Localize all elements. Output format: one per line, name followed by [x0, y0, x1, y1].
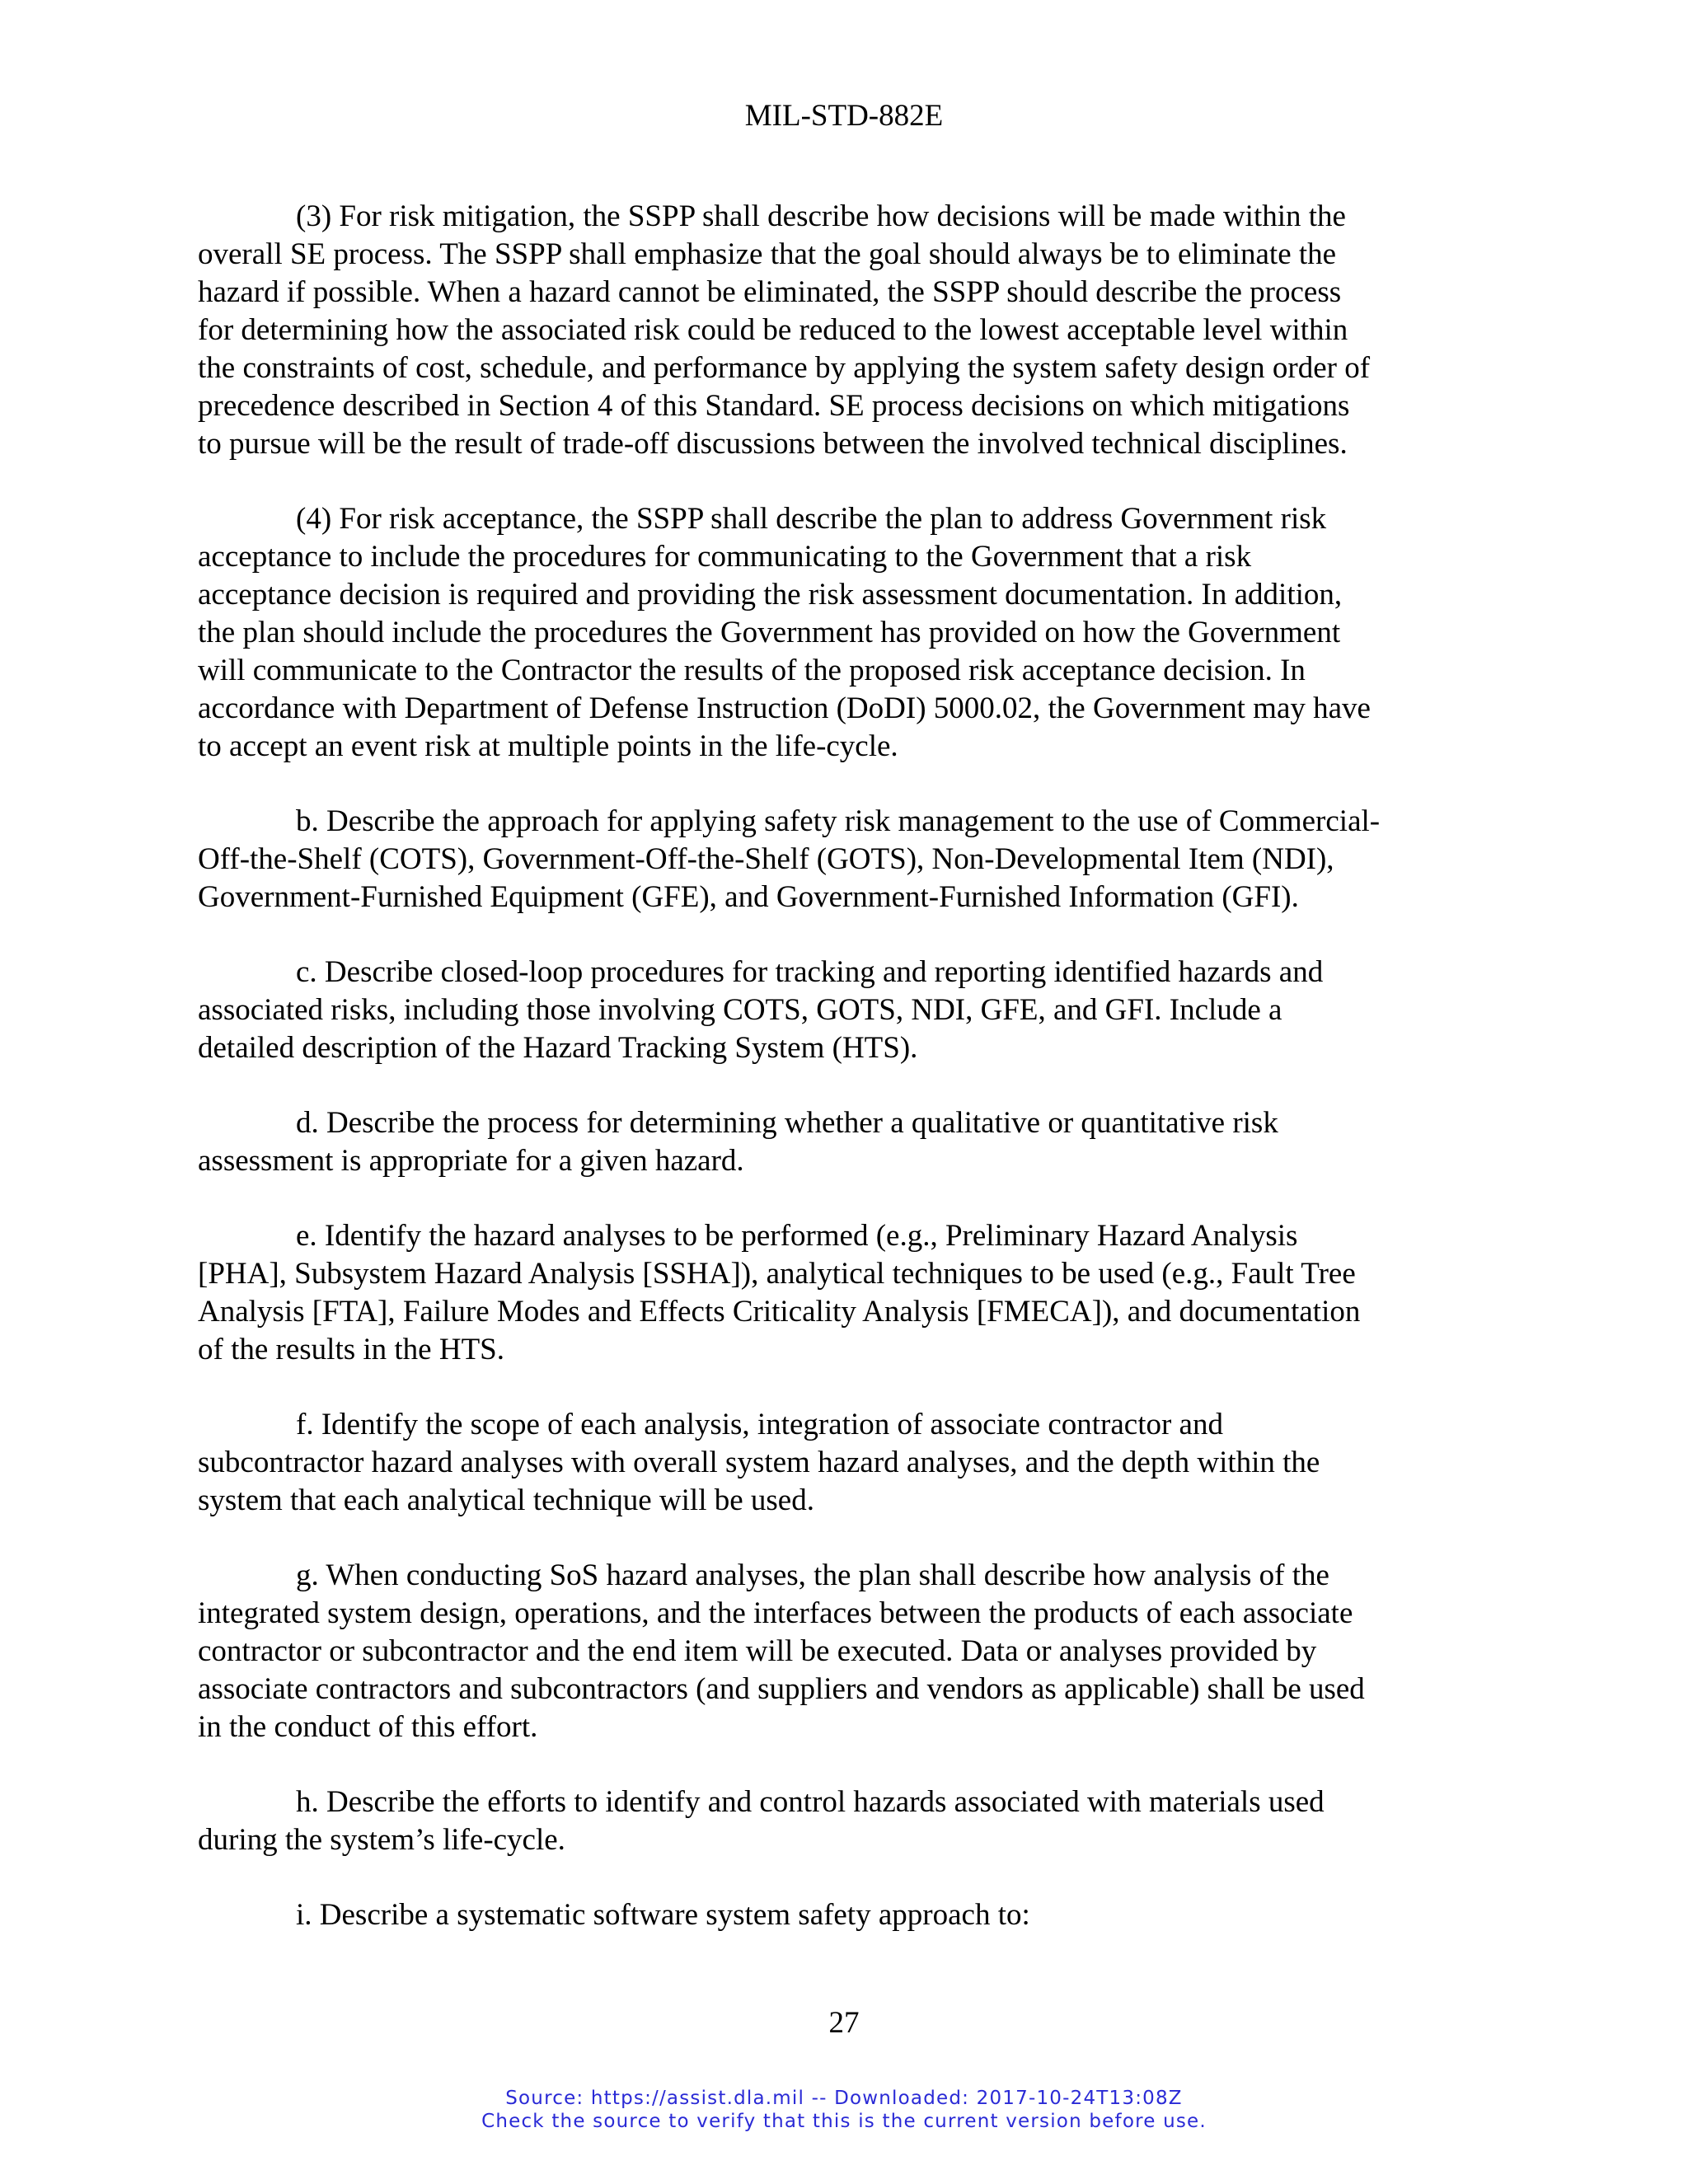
text-line: precedence described in Section 4 of this Standard. SE process decisions on which mitigations	[198, 389, 1350, 423]
paragraph-f-analysis-scope	[198, 1406, 1500, 1520]
paragraph-c-closed-loop	[198, 954, 1500, 1067]
source-stamp	[0, 2087, 1688, 2133]
text-line: during the system’s life-cycle.	[198, 1823, 565, 1857]
verify-line: Check the source to verify that this is the current version before use.	[481, 2111, 1207, 2132]
text-line: e. Identify the hazard analyses to be performed (e.g., Preliminary Hazard Analysis	[296, 1219, 1298, 1253]
text-line: integrated system design, operations, and the interfaces between the products of each associate	[198, 1596, 1353, 1630]
paragraph-d-risk-assessment	[198, 1104, 1500, 1180]
text-line: associate contractors and subcontractors (and suppliers and vendors as applicable) shall be used	[198, 1672, 1365, 1706]
text-line: Off-the-Shelf (COTS), Government-Off-the-Shelf (GOTS), Non-Developmental Item (NDI),	[198, 842, 1334, 876]
text-line: contractor or subcontractor and the end item will be executed. Data or analyses provided by	[198, 1634, 1317, 1668]
text-line: will communicate to the Contractor the results of the proposed risk acceptance decision. In	[198, 654, 1306, 687]
paragraph-g-sos-analyses	[198, 1557, 1500, 1746]
text-line: (3) For risk mitigation, the SSPP shall describe how decisions will be made within the	[296, 199, 1346, 233]
source-line: Source: https://assist.dla.mil -- Downloaded: 2017-10-24T13:08Z	[505, 2088, 1183, 2109]
text-line: system that each analytical technique will be used.	[198, 1483, 814, 1517]
text-line: the plan should include the procedures the Government has provided on how the Government	[198, 616, 1341, 649]
text-line: Analysis [FTA], Failure Modes and Effects Criticality Analysis [FMECA]), and documentation	[198, 1295, 1361, 1329]
text-line: to pursue will be the result of trade-off discussions between the involved technical disciplines.	[198, 427, 1348, 461]
paragraph-4-risk-acceptance	[198, 500, 1500, 766]
text-line: c. Describe closed-loop procedures for tracking and reporting identified hazards and	[296, 955, 1324, 989]
text-line: g. When conducting SoS hazard analyses, the plan shall describe how analysis of the	[296, 1558, 1329, 1592]
text-line: [PHA], Subsystem Hazard Analysis [SSHA]), analytical techniques to be used (e.g., Fault Tree	[198, 1257, 1356, 1291]
text-line: to accept an event risk at multiple points in the life-cycle.	[198, 729, 898, 763]
text-line: of the results in the HTS.	[198, 1333, 505, 1366]
text-line: accordance with Department of Defense Instruction (DoDI) 5000.02, the Government may have	[198, 691, 1371, 725]
text-line: Government-Furnished Equipment (GFE), and Government-Furnished Information (GFI).	[198, 880, 1299, 914]
paragraph-e-hazard-analyses	[198, 1217, 1500, 1369]
text-line: (4) For risk acceptance, the SSPP shall describe the plan to address Government risk	[296, 502, 1327, 536]
document-body	[198, 198, 1500, 1971]
document-header: MIL-STD-882E	[744, 99, 944, 133]
page-number: 27	[828, 2006, 860, 2040]
text-line: f. Identify the scope of each analysis, integration of associate contractor and	[296, 1408, 1223, 1441]
text-line: h. Describe the efforts to identify and control hazards associated with materials used	[296, 1785, 1325, 1819]
text-line: the constraints of cost, schedule, and performance by applying the system safety design order of	[198, 351, 1371, 385]
text-line: hazard if possible. When a hazard cannot be eliminated, the SSPP should describe the process	[198, 275, 1342, 309]
paragraph-h-materials	[198, 1783, 1500, 1859]
text-line: associated risks, including those involving COTS, GOTS, NDI, GFE, and GFI. Include a	[198, 993, 1282, 1027]
text-line: acceptance decision is required and providing the risk assessment documentation. In addition,	[198, 578, 1343, 612]
text-line: in the conduct of this effort.	[198, 1710, 538, 1744]
text-line: b. Describe the approach for applying safety risk management to the use of Commercial-	[296, 804, 1381, 838]
text-line: overall SE process. The SSPP shall emphasize that the goal should always be to eliminate the	[198, 237, 1337, 271]
paragraph-3-risk-mitigation	[198, 198, 1500, 463]
text-line: detailed description of the Hazard Tracking System (HTS).	[198, 1031, 918, 1065]
paragraph-b-cots-approach	[198, 803, 1500, 916]
text-line: for determining how the associated risk could be reduced to the lowest acceptable level within	[198, 313, 1348, 347]
text-line: i. Describe a systematic software system safety approach to:	[296, 1898, 1030, 1932]
text-line: d. Describe the process for determining whether a qualitative or quantitative risk	[296, 1106, 1278, 1140]
text-line: subcontractor hazard analyses with overall system hazard analyses, and the depth within the	[198, 1446, 1320, 1479]
text-line: acceptance to include the procedures for communicating to the Government that a risk	[198, 540, 1252, 574]
text-line: assessment is appropriate for a given hazard.	[198, 1144, 744, 1178]
paragraph-i-software-safety	[198, 1896, 1500, 1934]
